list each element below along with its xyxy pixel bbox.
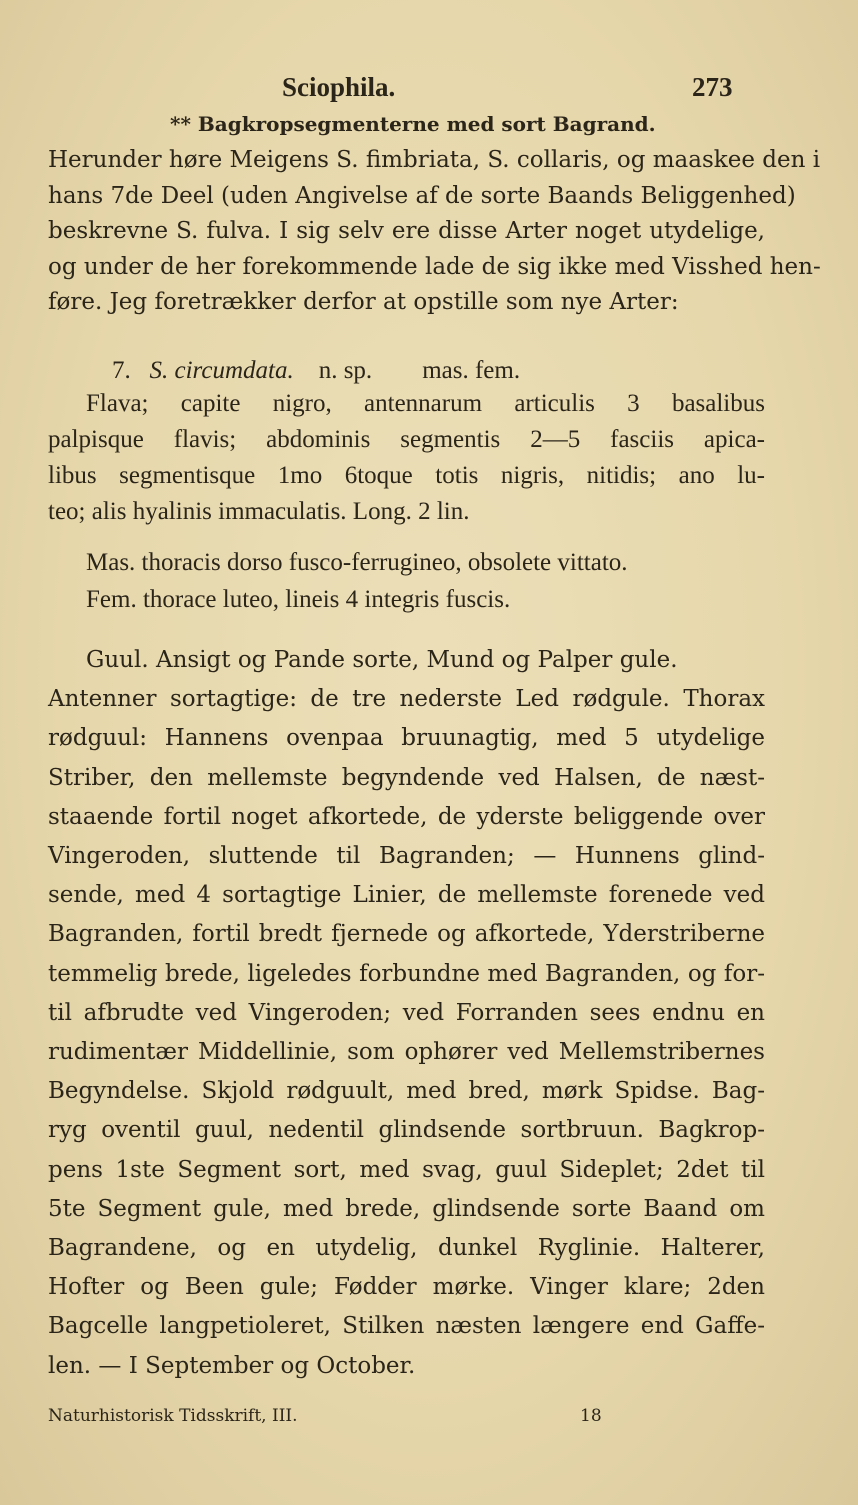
- text-line: Fem. thorace luteo, lineis 4 integris fuscis.: [86, 586, 511, 613]
- text-line: beskrevne S. fulva. I sig selv ere disse Arter noget utydelige,: [48, 218, 765, 244]
- text-line: temmelig brede, ligeledes forbundne med Bagranden, og for-: [48, 960, 765, 987]
- running-header-title: Sciophila.: [282, 72, 396, 102]
- text-line: len. — I September og October.: [48, 1352, 416, 1379]
- text-line: hans 7de Deel (uden Angivelse af de sorte Baands Beliggenhed): [48, 182, 796, 209]
- page-number: 273: [692, 72, 733, 102]
- text-line: Antenner sortagtige: de tre nederste Led rødgule. Thorax: [48, 686, 765, 713]
- species-status: n. sp.: [318, 357, 373, 384]
- species-heading: [112, 356, 672, 386]
- text-line: ryg oventil guul, nedentil glindsende sortbruun. Bagkrop-: [48, 1117, 765, 1144]
- text-line: palpisque flavis; abdominis segmentis 2—5 fasciis apica-: [48, 426, 765, 453]
- text-line: teo; alis hyalinis immaculatis. Long. 2 lin.: [48, 498, 470, 525]
- text-line: rudimentær Middellinie, som ophører ved Mellemstribernes: [48, 1039, 765, 1065]
- text-line: staaende fortil noget afkortede, de yderste beliggende over: [48, 803, 765, 830]
- text-line: Begyndelse. Skjold rødguult, med bred, mørk Spidse. Bag-: [48, 1078, 765, 1105]
- text-line: Hofter og Been gule; Fødder mørke. Vinger klare; 2den: [48, 1274, 765, 1301]
- species-name: S. circumdata.: [149, 357, 294, 384]
- text-line: 5te Segment gule, med brede, glindsende sorte Baand om: [48, 1195, 765, 1222]
- text-line: Bagcelle langpetioleret, Stilken næsten længere end Gaffe-: [48, 1313, 765, 1340]
- text-line: til afbrudte ved Vingeroden; ved Forranden sees endnu en: [48, 999, 765, 1026]
- text-line: sende, med 4 sortagtige Linier, de mellemste forenede ved: [48, 882, 765, 909]
- text-line: føre. Jeg foretrækker derfor at opstille som nye Arter:: [48, 289, 679, 315]
- text-line: libus segmentisque 1mo 6toque totis nigris, nitidis; ano lu-: [48, 462, 765, 489]
- text-line: Mas. thoracis dorso fusco-ferrugineo, obsolete vittato.: [86, 549, 628, 576]
- text-line: Vingeroden, sluttende til Bagranden; — Hunnens glind-: [48, 843, 765, 869]
- section-subheading: ** Bagkropsegmenterne med sort Bagrand.: [170, 112, 656, 136]
- text-line: pens 1ste Segment sort, med svag, guul Sideplet; 2det til: [48, 1156, 765, 1183]
- text-line: rødguul: Hannens ovenpaa bruunagtig, med 5 utydelige: [48, 725, 765, 752]
- footer-signature: 18: [580, 1406, 602, 1426]
- text-line: og under de her forekommende lade de sig ikke med Visshed hen-: [48, 253, 821, 280]
- text-line: Herunder høre Meigens S. fimbriata, S. collaris, og maaskee den i: [48, 147, 821, 173]
- text-line: Flava; capite nigro, antennarum articulis 3 basalibus: [86, 390, 765, 417]
- text-line: Striber, den mellemste begyndende ved Halsen, de næst-: [48, 764, 765, 791]
- species-sexes: mas. fem.: [422, 357, 521, 384]
- text-line: Bagrandene, og en utydelig, dunkel Ryglinie. Halterer,: [48, 1235, 765, 1261]
- text-line: Bagranden, fortil bredt fjernede og afkortede, Yderstriberne: [48, 921, 765, 948]
- text-line: Guul. Ansigt og Pande sorte, Mund og Palper gule.: [86, 647, 678, 673]
- footer-journal: Naturhistorisk Tidsskrift, III.: [48, 1406, 298, 1426]
- species-number: 7.: [112, 357, 131, 384]
